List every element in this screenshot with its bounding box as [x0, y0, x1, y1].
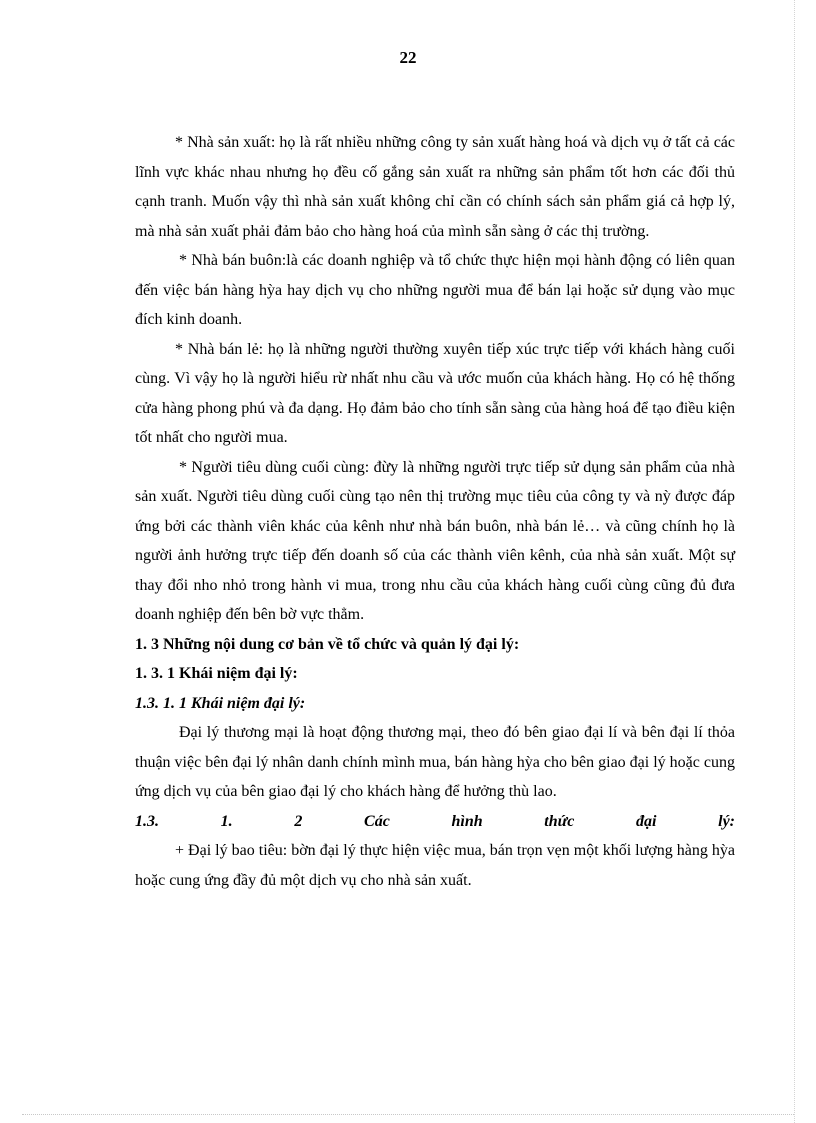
page-side-border: [794, 0, 795, 1123]
heading-section-1-3-1-2: 1.3. 1. 2 Các hình thức đại lý:: [135, 812, 735, 830]
heading-section-1-3-1: 1. 3. 1 Khái niệm đại lý:: [135, 665, 298, 682]
page-number: 22: [399, 48, 417, 67]
paragraph-retailers: * Nhà bán lẻ: họ là những người thường xuyên tiếp xúc trực tiếp với khách hàng cuối cùng. Vì vậy họ là người hiểu rừ nhất nhu cầu và ước muốn của khách hàng. Họ có hệ thống cửa hàng phong phú và đa dạng. Họ đảm bảo cho tính sẵn sàng của hàng hoá để tạo điều kiện tốt nhất cho người mua.: [135, 340, 735, 446]
paragraph-end-consumers: * Người tiêu dùng cuối cùng: đừy là những người trực tiếp sử dụng sản phẩm của nhà sản xuất. Người tiêu dùng cuối cùng tạo nên thị trường mục tiêu của công ty và nỳ được đáp ứng bởi các thành viên khác của kênh như nhà bán buôn, nhà bán lẻ… và cũng chính họ là người ảnh hưởng trực tiếp đến doanh số của các thành viên kênh, của nhà sản xuất. Một sự thay đổi nho nhỏ trong hành vi mua, trong nhu cầu của khách hàng cuối cùng cũng đủ đưa doanh nghiệp đến bên bờ vực thẳm.: [135, 458, 735, 623]
heading-section-1-3: 1. 3 Những nội dung cơ bản về tổ chức và quản lý đại lý:: [135, 635, 520, 653]
page-bottom-border: [22, 1114, 794, 1115]
paragraph-agency-forms: + Đại lý bao tiêu: bờn đại lý thực hiện việc mua, bán trọn vẹn một khối lượng hàng hỳa hoặc cung ứng đầy đủ một dịch vụ cho nhà sản xuất.: [135, 842, 735, 889]
heading-section-1-3-1-1: 1.3. 1. 1 Khái niệm đại lý:: [135, 694, 306, 712]
paragraph-wholesalers: * Nhà bán buôn:là các doanh nghiệp và tổ chức thực hiện mọi hành động có liên quan đến việc bán hàng hỳa hay dịch vụ cho những người mua để bán lại hoặc sử dụng vào mục đích kinh doanh.: [135, 252, 735, 328]
paragraph-agency-definition: Đại lý thương mại là hoạt động thương mại, theo đó bên giao đại lí và bên đại lí thỏa thuận việc bên đại lý nhân danh chính mình mua, bán hàng hỳa cho bên giao đại lý hoặc cung ứng dịch vụ của bên giao đại lý cho khách hàng để hưởng thù lao.: [135, 724, 735, 800]
paragraph-producers: * Nhà sản xuất: họ là rất nhiều những công ty sản xuất hàng hoá và dịch vụ ở tất cả các lĩnh vực khác nhau nhưng họ đều cố gắng sản xuất ra những sản phẩm tốt hơn các đối thủ cạnh tranh. Muốn vậy thì nhà sản xuất không chỉ cần có chính sách sản phẩm giá cả hợp lý, mà nhà sản xuất phải đảm bảo cho hàng hoá của mình sẵn sàng ở các thị trường.: [135, 134, 735, 240]
document-body: [135, 128, 735, 895]
